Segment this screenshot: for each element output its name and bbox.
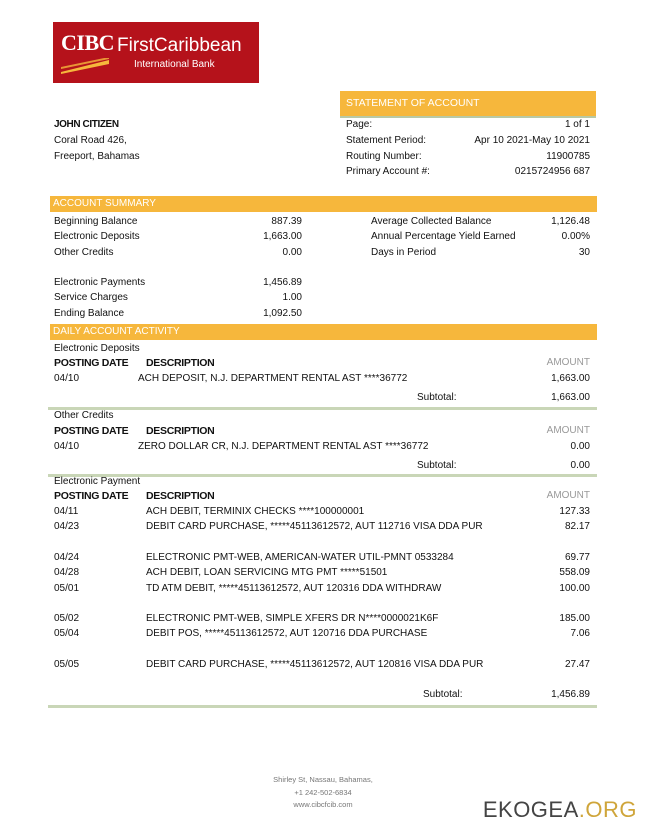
section-title-payments: Electronic Payment: [54, 476, 141, 487]
tx-amount: 0.00: [570, 441, 590, 452]
summary-label: Electronic Payments: [54, 277, 146, 288]
tx-amount: 82.17: [564, 521, 590, 532]
tx-amount: 127.33: [559, 506, 590, 517]
summary-label: Electronic Deposits: [54, 231, 140, 242]
tx-description: TD ATM DEBIT, *****45113612572, AUT 120316 DDA WITHDRAW: [146, 583, 442, 594]
footer-phone: +1 242-502-6834: [294, 788, 352, 797]
account-summary-title: ACCOUNT SUMMARY: [53, 198, 156, 209]
summary-value: 1,456.89: [263, 277, 302, 288]
account-label: Primary Account #:: [346, 166, 430, 177]
subtotal-label: Subtotal:: [423, 689, 463, 700]
summary-label: Days in Period: [371, 247, 437, 258]
bank-name: FirstCaribbean: [117, 35, 242, 56]
tx-amount: 1,663.00: [551, 373, 590, 384]
routing-label: Routing Number:: [346, 151, 422, 162]
summary-value: 1.00: [282, 292, 302, 303]
account-summary-bar: [50, 196, 597, 212]
col-header-date: POSTING DATE: [54, 357, 129, 369]
subtotal-label: Subtotal:: [417, 392, 457, 403]
divider: [340, 116, 596, 118]
col-header-description: DESCRIPTION: [146, 425, 215, 437]
section-divider: [48, 407, 597, 410]
col-header-amount: AMOUNT: [546, 357, 590, 368]
tx-date: 05/05: [54, 659, 80, 670]
section-divider: [48, 705, 597, 708]
section-title-deposits: Electronic Deposits: [54, 343, 140, 354]
tx-date: 04/10: [54, 441, 80, 452]
cibc-swoosh-icon: [61, 58, 109, 74]
bank-logo: [53, 22, 259, 83]
period-value: Apr 10 2021-May 10 2021: [474, 135, 590, 146]
tx-date: 04/11: [54, 506, 79, 517]
tx-amount: 7.06: [570, 628, 590, 639]
tx-date: 05/02: [54, 613, 80, 624]
tx-date: 04/28: [54, 567, 80, 578]
routing-value: 11900785: [546, 151, 590, 162]
tx-date: 04/24: [54, 552, 80, 563]
summary-label: Average Collected Balance: [371, 216, 492, 227]
summary-value: 0.00%: [561, 231, 590, 242]
customer-name: JOHN CITIZEN: [54, 119, 119, 130]
subtotal-value: 1,456.89: [551, 689, 590, 700]
daily-activity-title: DAILY ACCOUNT ACTIVITY: [53, 326, 180, 337]
summary-value: 1,126.48: [551, 216, 590, 227]
customer-address-line2: Freeport, Bahamas: [54, 151, 140, 162]
tx-description: DEBIT POS, *****45113612572, AUT 120716 DDA PURCHASE: [146, 628, 428, 639]
tx-date: 05/04: [54, 628, 80, 639]
period-label: Statement Period:: [346, 135, 427, 146]
tx-date: 05/01: [54, 583, 80, 594]
tx-amount: 558.09: [559, 567, 590, 578]
cibc-logo-mark: CIBC: [61, 30, 115, 55]
tx-amount: 27.47: [564, 659, 590, 670]
tx-description: DEBIT CARD PURCHASE, *****45113612572, AUT 120816 VISA DDA PUR: [146, 659, 484, 670]
statement-title: STATEMENT OF ACCOUNT: [346, 97, 480, 109]
summary-label: Ending Balance: [54, 308, 125, 319]
daily-activity-bar: [50, 324, 597, 340]
col-header-date: POSTING DATE: [54, 425, 129, 437]
tx-amount: 185.00: [559, 613, 590, 624]
col-header-amount: AMOUNT: [546, 490, 590, 501]
col-header-amount: AMOUNT: [546, 425, 590, 436]
subtotal-value: 1,663.00: [551, 392, 590, 403]
tx-description: DEBIT CARD PURCHASE, *****45113612572, AUT 112716 VISA DDA PUR: [146, 521, 483, 532]
tx-date: 04/23: [54, 521, 80, 532]
col-header-description: DESCRIPTION: [146, 357, 215, 369]
statement-title-bar: [340, 91, 596, 116]
tx-description: ACH DEBIT, LOAN SERVICING MTG PMT *****51501: [146, 567, 388, 578]
summary-value: 1,092.50: [263, 308, 302, 319]
summary-value: 0.00: [282, 247, 302, 258]
watermark-tld: .ORG: [578, 797, 637, 822]
section-title-other-credits: Other Credits: [54, 410, 114, 421]
page-value: 1 of 1: [564, 119, 590, 130]
account-value: 0215724956 687: [514, 166, 590, 177]
tx-description: ZERO DOLLAR CR, N.J. DEPARTMENT RENTAL AST ****36772: [138, 441, 429, 452]
footer-website: www.cibcfcib.com: [293, 800, 353, 809]
tx-date: 04/10: [54, 373, 80, 384]
summary-value: 887.39: [271, 216, 302, 227]
summary-label: Other Credits: [54, 247, 114, 258]
tx-description: ACH DEPOSIT, N.J. DEPARTMENT RENTAL AST ****36772: [138, 373, 408, 384]
footer-address: Shirley St, Nassau, Bahamas,: [273, 775, 373, 784]
tx-description: ACH DEBIT, TERMINIX CHECKS ****100000001: [146, 506, 365, 517]
tx-description: ELECTRONIC PMT-WEB, SIMPLE XFERS DR N****0000021K6F: [146, 613, 439, 624]
tx-amount: 69.77: [564, 552, 590, 563]
bank-subname: International Bank: [134, 59, 215, 70]
tx-amount: 100.00: [559, 583, 590, 594]
subtotal-label: Subtotal:: [417, 460, 457, 471]
customer-address-line1: Coral Road 426,: [54, 135, 127, 146]
page-label: Page:: [346, 119, 373, 130]
summary-value: 30: [578, 247, 590, 258]
subtotal-value: 0.00: [570, 460, 590, 471]
summary-label: Beginning Balance: [54, 216, 138, 227]
col-header-description: DESCRIPTION: [146, 490, 215, 502]
col-header-date: POSTING DATE: [54, 490, 129, 502]
summary-label: Service Charges: [54, 292, 128, 303]
tx-description: ELECTRONIC PMT-WEB, AMERICAN-WATER UTIL-PMNT 0533284: [146, 552, 454, 563]
watermark-name: EKOGEA: [482, 797, 579, 822]
watermark: [483, 797, 637, 823]
summary-value: 1,663.00: [263, 231, 302, 242]
summary-label: Annual Percentage Yield Earned: [371, 231, 516, 242]
